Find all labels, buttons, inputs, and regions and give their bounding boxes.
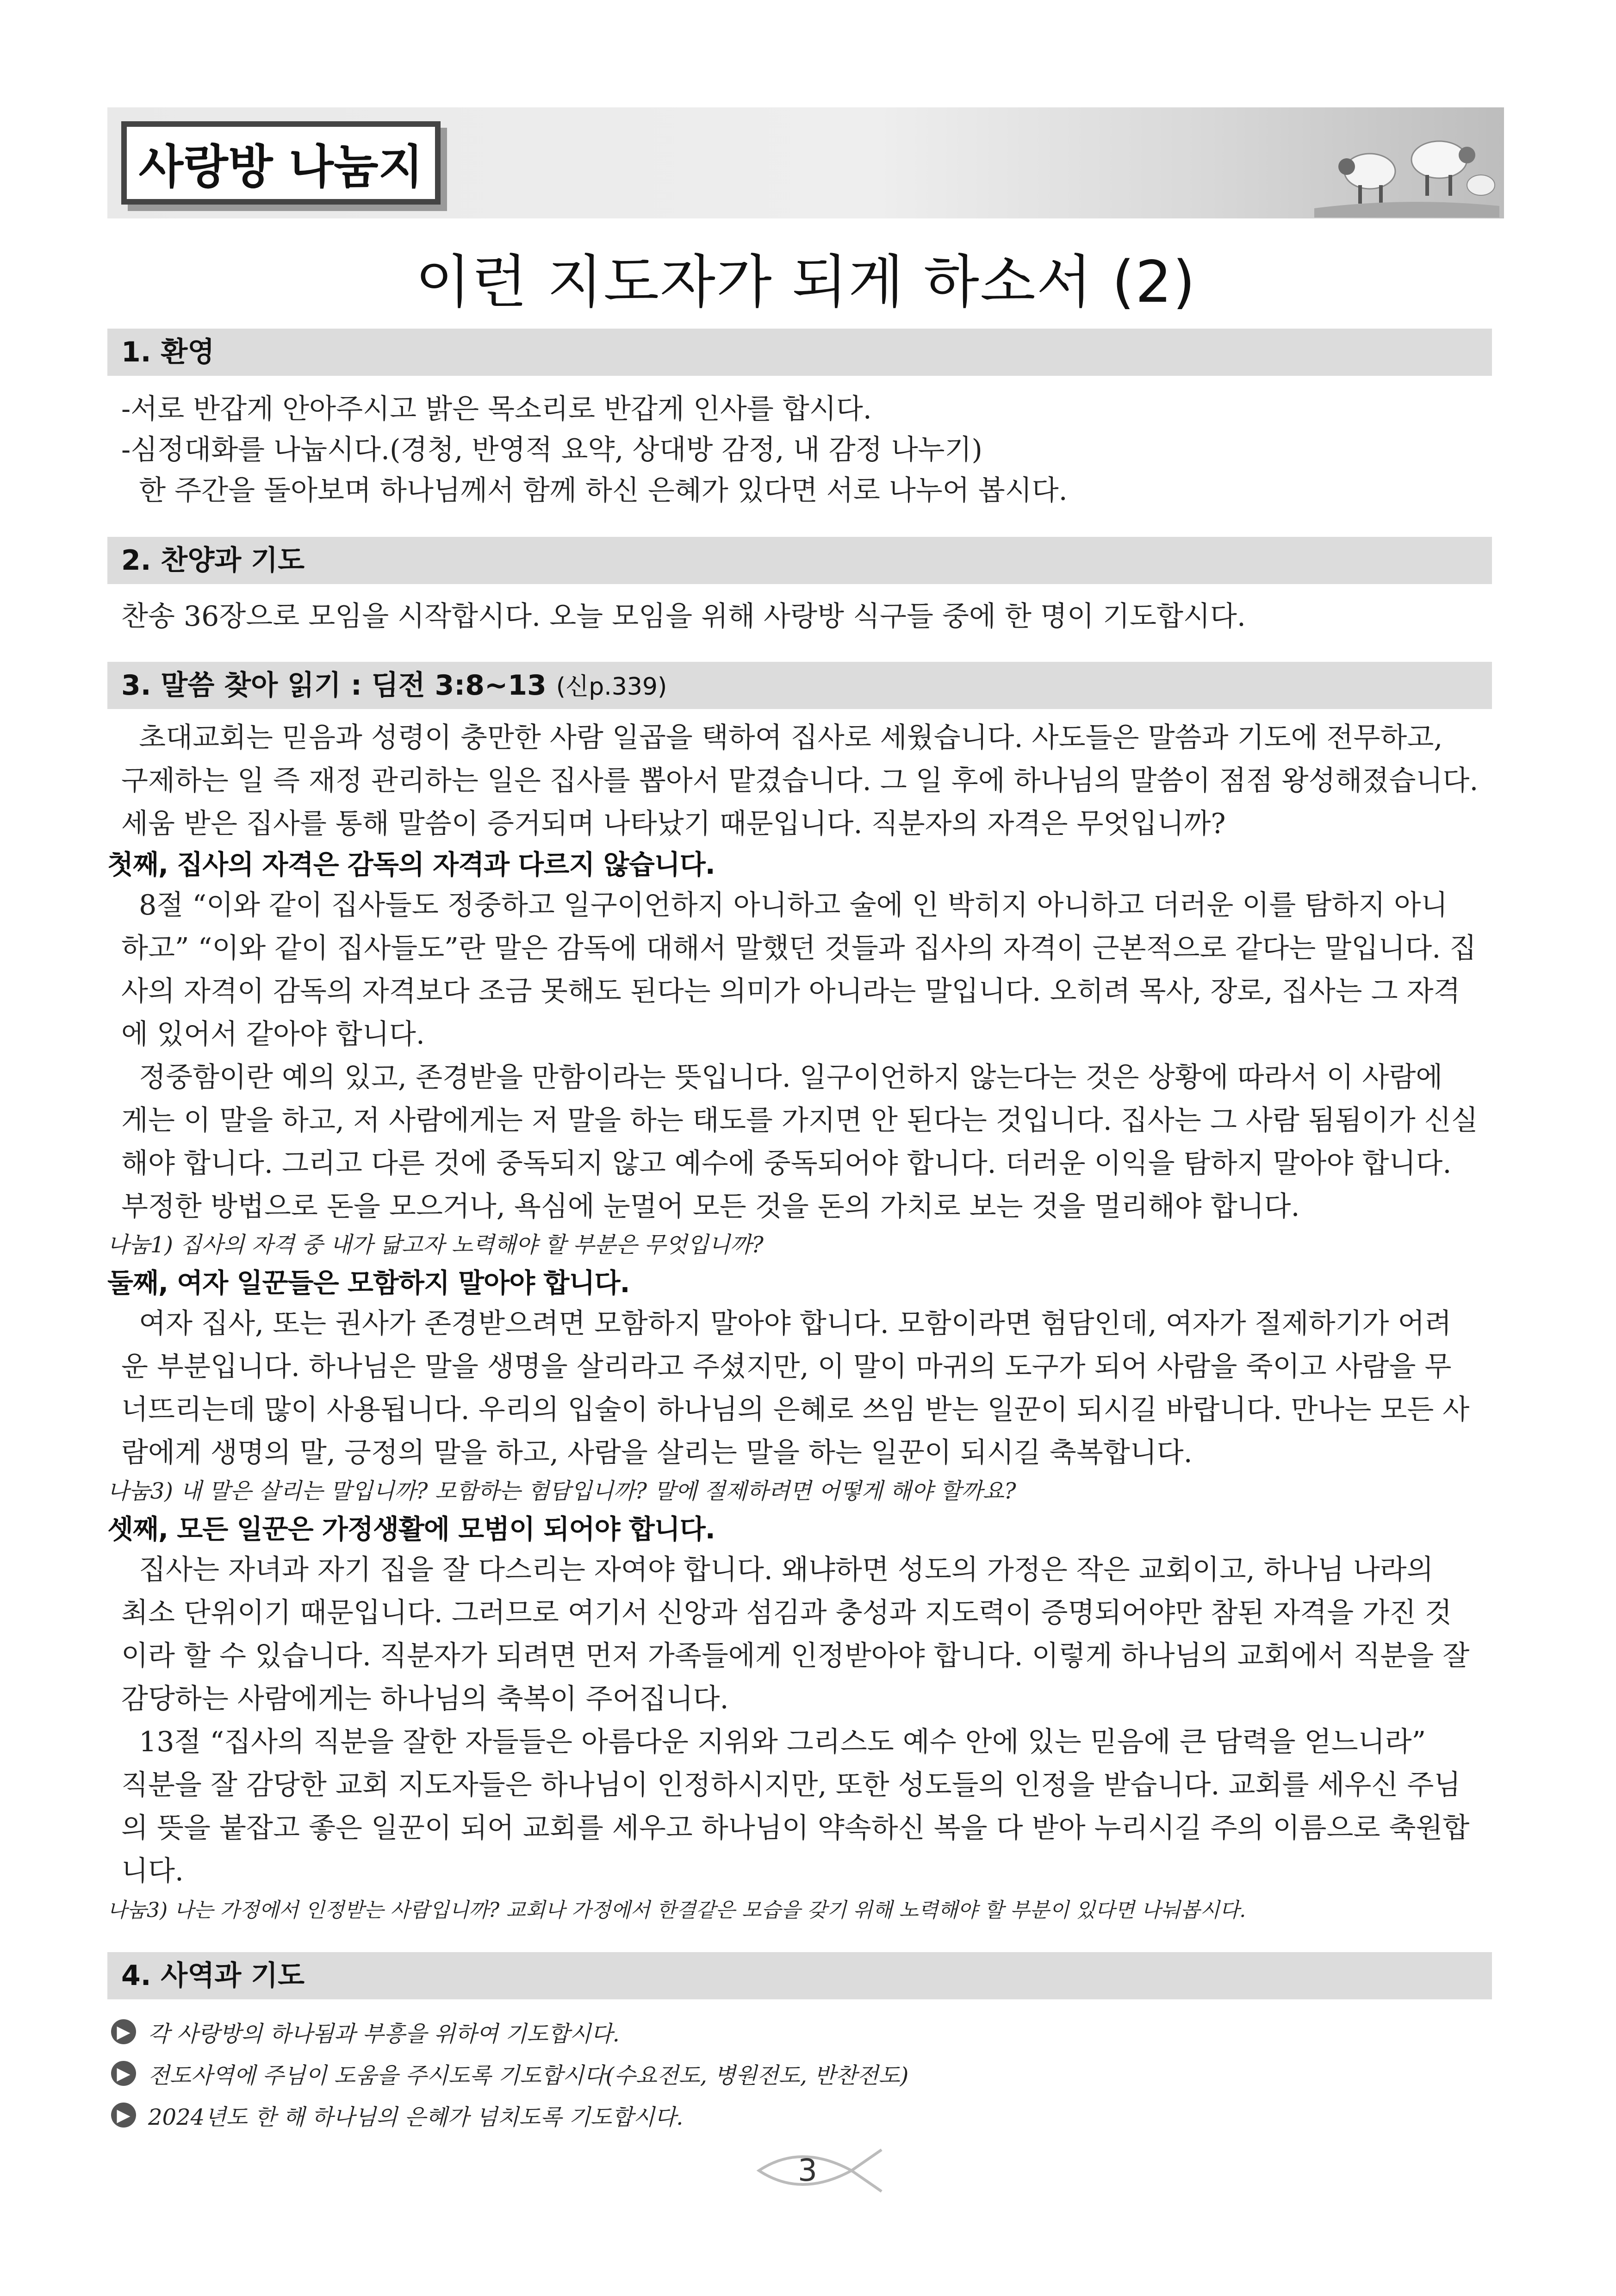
prayer-item: [111, 2013, 620, 2050]
point-1-line: 부정한 방법으로 돈을 모으거나, 욕심에 눈멀어 모든 것을 돈의 가치로 보는 것을 멀리해야 합니다.: [121, 1190, 1300, 1223]
point-1-question: 나눔1) 집사의 자격 중 내가 닮고자 노력해야 할 부분은 무엇입니까?: [107, 1232, 764, 1258]
point-3-question: 나눔3) 나는 가정에서 인정받는 사람입니까? 교회나 가정에서 한결같은 모습을 갖기 위해 노력해야 할 부분이 있다면 나눠봅시다.: [107, 1898, 1246, 1922]
point-1-line: 게는 이 말을 하고, 저 사람에게는 저 말을 하는 태도를 가지면 안 된다는 것입니다. 집사는 그 사람 됨됨이가 신실: [121, 1104, 1478, 1137]
section-3-ref: (신p.339): [556, 673, 667, 701]
point-1-title: 첫째, 집사의 자격은 감독의 자격과 다르지 않습니다.: [107, 849, 715, 880]
point-3-title: 셋째, 모든 일꾼은 가정생활에 모범이 되어야 합니다.: [107, 1513, 715, 1545]
point-2-question: 나눔3) 내 말은 살리는 말입니까? 모함하는 험담입니까? 말에 절제하려면 어떻게 해야 할까요?: [107, 1478, 1016, 1504]
intro-line: 세움 받은 집사를 통해 말씀이 증거되며 나타났기 때문입니다. 직분자의 자격은 무엇입니까?: [121, 808, 1226, 840]
section-2-line-1: 찬송 36장으로 모임을 시작합시다. 오늘 모임을 위해 사랑방 식구들 중에 한 명이 기도합시다.: [121, 600, 1246, 633]
section-3-heading: [107, 662, 1492, 709]
prayer-item-text: 2024년도 한 해 하나님의 은혜가 넘치도록 기도합시다.: [148, 2104, 684, 2130]
arrow-circle-icon: ▶: [111, 2061, 136, 2086]
section-1-line-1: -서로 반갑게 안아주시고 밝은 목소리로 반갑게 인사를 합시다.: [121, 393, 872, 425]
point-2-line: 너뜨리는데 많이 사용됩니다. 우리의 입술이 하나님의 은혜로 쓰임 받는 일꾼이 되시길 바랍니다. 만나는 모든 사: [121, 1394, 1470, 1426]
point-1-line: 8절 “이와 같이 집사들도 정중하고 일구이언하지 아니하고 술에 인 박히지 아니하고 더러운 이를 탐하지 아니: [121, 889, 1448, 921]
prayer-item-text: 각 사랑방의 하나됨과 부흥을 위하여 기도합시다.: [148, 2021, 620, 2047]
intro-line: 초대교회는 믿음과 성령이 충만한 사람 일곱을 택하여 집사로 세웠습니다. 사도들은 말씀과 기도에 전무하고,: [121, 722, 1443, 754]
point-1-line: 해야 합니다. 그리고 다른 것에 중독되지 않고 예수에 중독되어야 합니다. 더러운 이익을 탐하지 말아야 합니다.: [121, 1147, 1452, 1180]
point-1-line: 하고” “이와 같이 집사들도”란 말은 감독에 대해서 말했던 것들과 집사의 자격이 근본적으로 같다는 말입니다. 집: [121, 932, 1477, 964]
page-number: 3: [798, 2153, 817, 2188]
point-3-line: 최소 단위이기 때문입니다. 그러므로 여기서 신앙과 섬김과 충성과 지도력이 증명되어야만 참된 자격을 가진 것: [121, 1597, 1452, 1629]
point-1-line: 사의 자격이 감독의 자격보다 조금 못해도 된다는 의미가 아니라는 말입니다. 오히려 목사, 장로, 집사는 그 자격: [121, 975, 1461, 1008]
intro-line: 구제하는 일 즉 재정 관리하는 일은 집사를 뽑아서 맡겼습니다. 그 일 후에 하나님의 말씀이 점점 왕성해졌습니다.: [121, 765, 1479, 797]
point-1-line: 에 있어서 같아야 합니다.: [121, 1018, 425, 1051]
section-1-line-2: -심정대화를 나눕시다.(경청, 반영적 요약, 상대방 감정, 내 감정 나누기): [121, 434, 982, 466]
section-2-heading: 2. 찬양과 기도: [107, 537, 1492, 584]
point-3-line: 이라 할 수 있습니다. 직분자가 되려면 먼저 가족들에게 인정받아야 합니다. 이렇게 하나님의 교회에서 직분을 잘: [121, 1640, 1470, 1672]
sheep-illustration: [1314, 116, 1499, 218]
page-title: 이런 지도자가 되게 하소서 (2): [415, 249, 1196, 316]
prayer-item-text: 전도사역에 주님이 도움을 주시도록 기도합시다(수요전도, 병원전도, 반찬전도): [148, 2062, 909, 2089]
point-3-line: 직분을 잘 감당한 교회 지도자들은 하나님이 인정하시지만, 또한 성도들의 인정을 받습니다. 교회를 세우신 주님: [121, 1769, 1461, 1801]
section-1-heading: 1. 환영: [107, 329, 1492, 376]
point-1-line: 정중함이란 예의 있고, 존경받을 만함이라는 뜻입니다. 일구이언하지 않는다는 것은 상황에 따라서 이 사람에: [121, 1061, 1443, 1094]
point-2-line: 운 부분입니다. 하나님은 말을 생명을 살리라고 주셨지만, 이 말이 마귀의 도구가 되어 사람을 죽이고 사람을 무: [121, 1350, 1452, 1383]
section-3-title: 3. 말씀 찾아 읽기 : 딤전 3:8~13: [121, 669, 547, 702]
point-3-line: 13절 “집사의 직분을 잘한 자들들은 아름다운 지위와 그리스도 예수 안에 있는 믿음에 큰 담력을 얻느니라”: [121, 1726, 1426, 1758]
prayer-item: [111, 2097, 683, 2134]
point-2-title: 둘째, 여자 일꾼들은 모함하지 말아야 합니다.: [107, 1267, 630, 1299]
section-1-line-3: 한 주간을 돌아보며 하나님께서 함께 하신 은혜가 있다면 서로 나누어 봅시다.: [121, 474, 1068, 507]
point-3-line: 니다.: [121, 1855, 184, 1887]
arrow-circle-icon: ▶: [111, 2103, 136, 2128]
header-tag: 사랑방 나눔지: [121, 121, 441, 205]
prayer-item: [111, 2055, 908, 2092]
point-3-line: 집사는 자녀과 자기 집을 잘 다스리는 자여야 합니다. 왜냐하면 성도의 가정은 작은 교회이고, 하나님 나라의: [121, 1554, 1434, 1586]
point-3-line: 의 뜻을 붙잡고 좋은 일꾼이 되어 교회를 세우고 하나님이 약속하신 복을 다 받아 누리시길 주의 이름으로 축원합: [121, 1812, 1470, 1844]
point-2-line: 여자 집사, 또는 권사가 존경받으려면 모함하지 말아야 합니다. 모함이라면 험담인데, 여자가 절제하기가 어려: [121, 1307, 1452, 1340]
point-2-line: 람에게 생명의 말, 긍정의 말을 하고, 사람을 살리는 말을 하는 일꾼이 되시길 축복합니다.: [121, 1437, 1193, 1469]
point-3-line: 감당하는 사람에게는 하나님의 축복이 주어집니다.: [121, 1683, 729, 1715]
arrow-circle-icon: ▶: [111, 2019, 136, 2044]
section-4-heading: 4. 사역과 기도: [107, 1952, 1492, 1999]
